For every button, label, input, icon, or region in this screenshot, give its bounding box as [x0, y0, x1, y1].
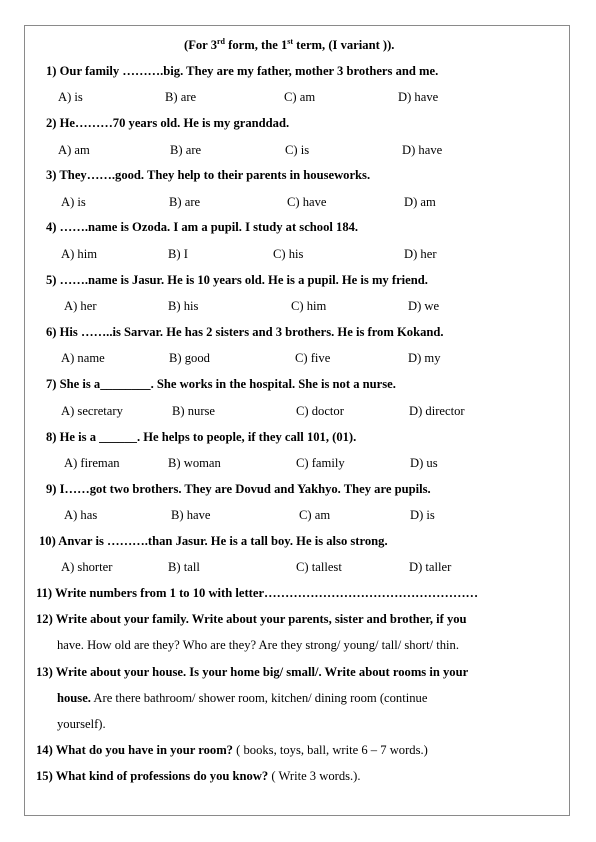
- question-8: 8) He is a ______. He helps to people, if they call 101, (01).: [46, 430, 357, 444]
- q7-option-d[interactable]: D) director: [409, 404, 465, 418]
- question-1: 1) Our family ……….big. They are my father, mother 3 brothers and me.: [46, 64, 439, 78]
- task-13-details: [57, 690, 427, 706]
- q1-option-c[interactable]: C) am: [284, 90, 316, 104]
- task-13-house-word: house.: [57, 691, 91, 705]
- task-14-hint: ( books, toys, ball, write 6 – 7 words.): [232, 743, 428, 757]
- q5-option-d[interactable]: D) we: [408, 299, 440, 313]
- question-2: 2) He………70 years old. He is my granddad.: [46, 116, 290, 130]
- q5-option-c[interactable]: C) him: [291, 299, 327, 313]
- q9-option-b[interactable]: B) have: [171, 508, 211, 522]
- q8-option-d[interactable]: D) us: [410, 456, 438, 470]
- question-10: 10) Anvar is ……….than Jasur. He is a tall boy. He is also strong.: [39, 534, 388, 548]
- q7-option-a[interactable]: A) secretary: [61, 404, 123, 418]
- question-5: 5) …….name is Jasur. He is 10 years old. He is a pupil. He is my friend.: [46, 273, 428, 287]
- task-14-prompt: 14) What do you have in your room?: [36, 743, 233, 757]
- q6-option-a[interactable]: A) name: [61, 351, 105, 365]
- q3-option-d[interactable]: D) am: [404, 195, 436, 209]
- q9-option-a[interactable]: A) has: [64, 508, 98, 522]
- task-11: 11) Write numbers from 1 to 10 with letter……………………………………………: [36, 586, 479, 600]
- q1-option-d[interactable]: D) have: [398, 90, 439, 104]
- question-7: 7) She is a________. She works in the hospital. She is not a nurse.: [46, 377, 396, 391]
- task-12-prompt: 12) Write about your family. Write about your parents, sister and brother, if you: [36, 612, 467, 626]
- task-15-hint: ( Write 3 words.).: [268, 769, 361, 783]
- q2-option-a[interactable]: A) am: [58, 143, 90, 157]
- task-14: [36, 742, 428, 758]
- q6-option-d[interactable]: D) my: [408, 351, 441, 365]
- q7-option-c[interactable]: C) doctor: [296, 404, 344, 418]
- q1-option-a[interactable]: A) is: [58, 90, 83, 104]
- question-4: 4) …….name is Ozoda. I am a pupil. I study at school 184.: [46, 220, 359, 234]
- q4-option-b[interactable]: B) I: [168, 247, 188, 261]
- q10-option-a[interactable]: A) shorter: [61, 560, 113, 574]
- task-15: [36, 768, 361, 784]
- q9-option-c[interactable]: C) am: [299, 508, 331, 522]
- q10-option-c[interactable]: C) tallest: [296, 560, 342, 574]
- q4-option-c[interactable]: C) his: [273, 247, 304, 261]
- q4-option-d[interactable]: D) her: [404, 247, 437, 261]
- q1-option-b[interactable]: B) are: [165, 90, 197, 104]
- q8-option-a[interactable]: A) fireman: [64, 456, 120, 470]
- q3-option-c[interactable]: C) have: [287, 195, 327, 209]
- task-13-prompt: 13) Write about your house. Is your home big/ small/. Write about rooms in your: [36, 665, 469, 679]
- question-3: 3) They…….good. They help to their parents in houseworks.: [46, 168, 371, 182]
- test-header: (For 3rd form, the 1st term, (I variant )).: [184, 36, 395, 52]
- q10-option-d[interactable]: D) taller: [409, 560, 452, 574]
- q8-option-c[interactable]: C) family: [296, 456, 345, 470]
- q6-option-c[interactable]: C) five: [295, 351, 331, 365]
- q4-option-a[interactable]: A) him: [61, 247, 98, 261]
- q8-option-b[interactable]: B) woman: [168, 456, 221, 470]
- q2-option-c[interactable]: C) is: [285, 143, 310, 157]
- q2-option-d[interactable]: D) have: [402, 143, 443, 157]
- q5-option-a[interactable]: A) her: [64, 299, 97, 313]
- task-15-prompt: 15) What kind of professions do you know?: [36, 769, 269, 783]
- q10-option-b[interactable]: B) tall: [168, 560, 200, 574]
- question-6: 6) His ……..is Sarvar. He has 2 sisters and 3 brothers. He is from Kokand.: [46, 325, 444, 339]
- task-13-continue: yourself).: [57, 717, 106, 731]
- q6-option-b[interactable]: B) good: [169, 351, 210, 365]
- q9-option-d[interactable]: D) is: [410, 508, 435, 522]
- q7-option-b[interactable]: B) nurse: [172, 404, 216, 418]
- task-12-details: have. How old are they? Who are they? Are they strong/ young/ tall/ short/ thin.: [57, 638, 459, 652]
- q5-option-b[interactable]: B) his: [168, 299, 199, 313]
- q3-option-a[interactable]: A) is: [61, 195, 86, 209]
- q3-option-b[interactable]: B) are: [169, 195, 201, 209]
- task-13-details-text: Are there bathroom/ shower room, kitchen/ dining room (continue: [90, 691, 428, 705]
- question-9: 9) I……got two brothers. They are Dovud and Yakhyo. They are pupils.: [46, 482, 431, 496]
- q2-option-b[interactable]: B) are: [170, 143, 202, 157]
